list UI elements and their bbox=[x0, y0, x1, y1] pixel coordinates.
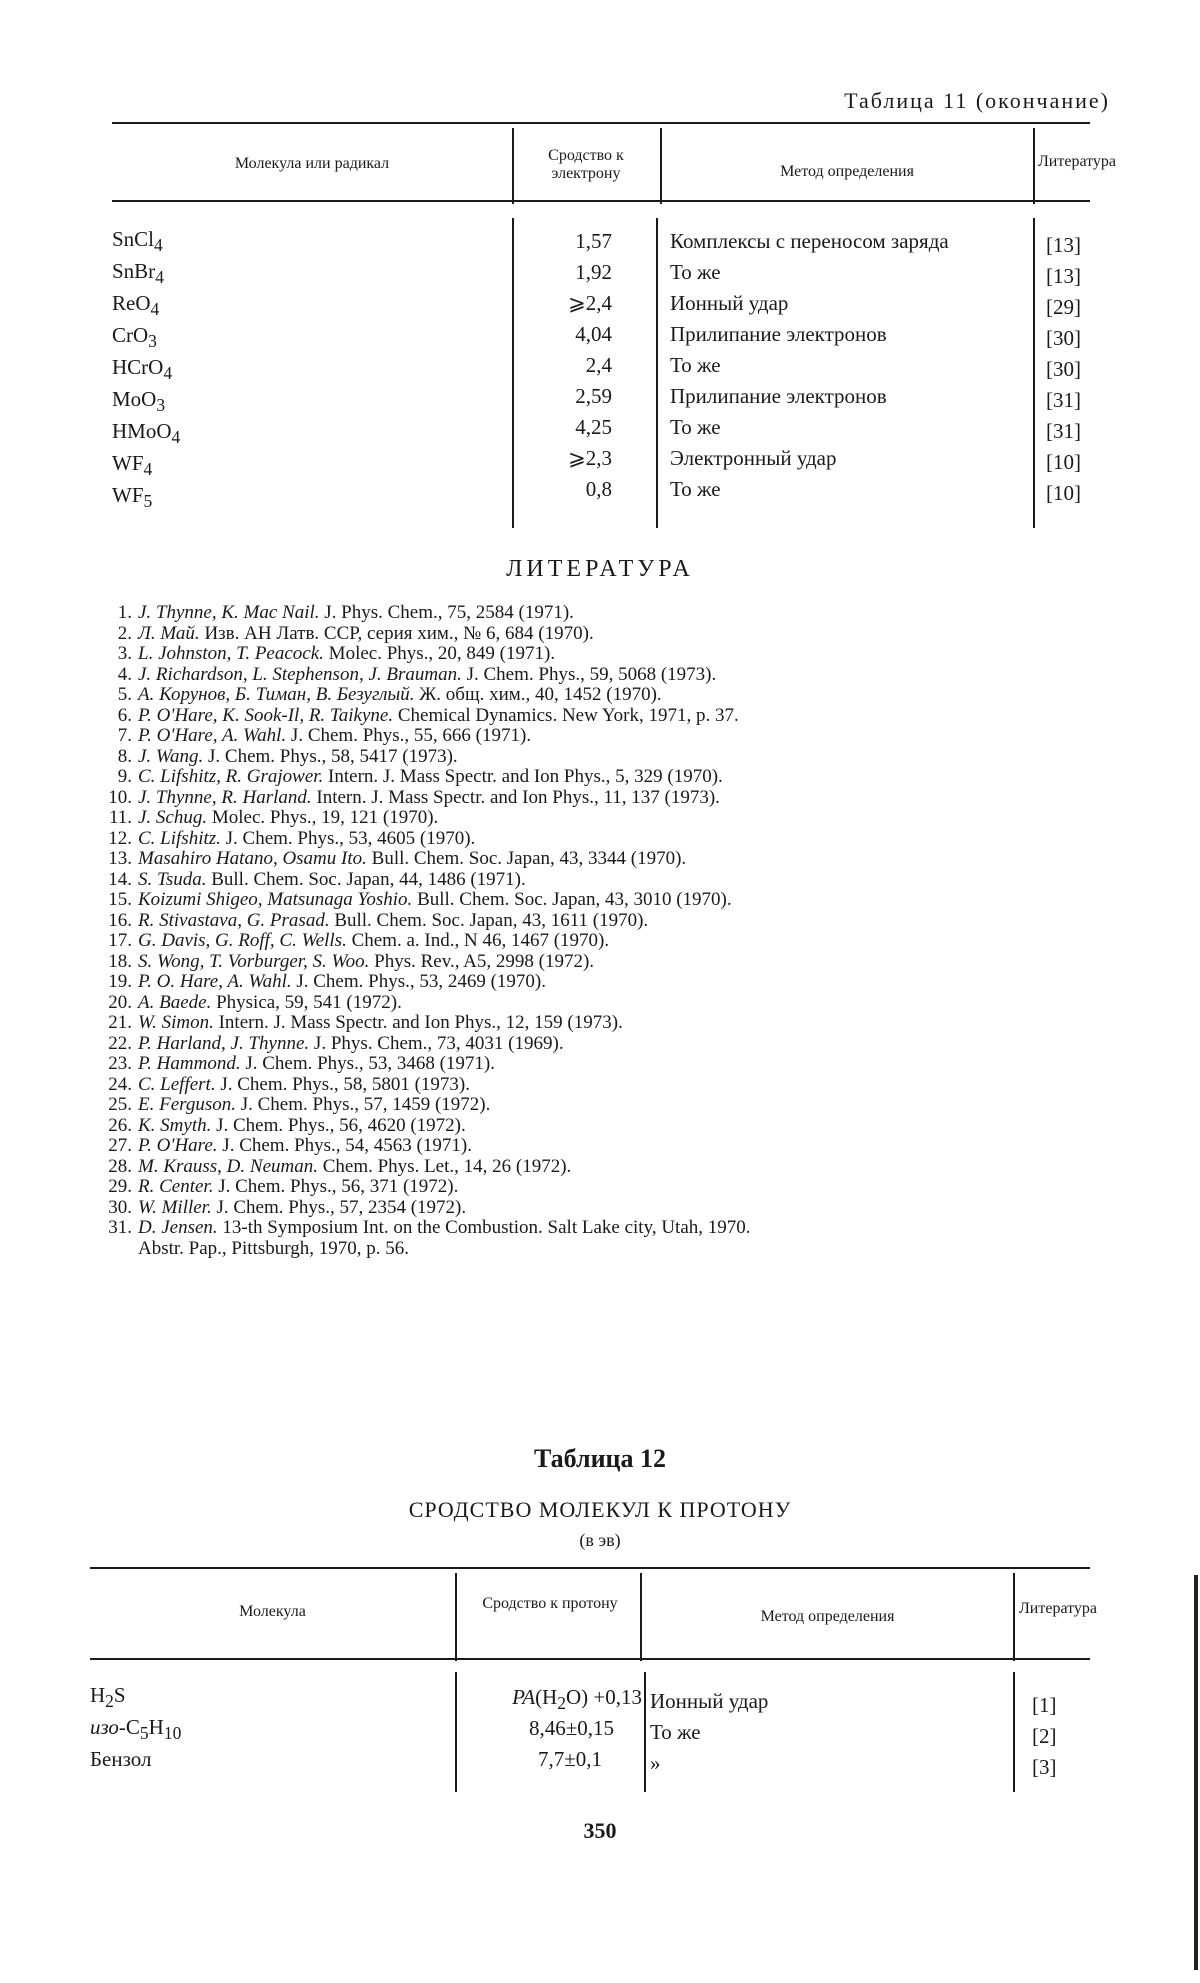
reference-authors: R. Stivastava, G. Prasad. bbox=[138, 909, 330, 931]
reference-continuation: Abstr. Pap., Pittsburgh, 1970, p. 56. bbox=[138, 1237, 409, 1259]
reference-number: 16. bbox=[108, 909, 132, 931]
reference-authors: P. O'Hare, A. Wahl. bbox=[138, 725, 287, 746]
table12-method-column bbox=[650, 1686, 768, 1779]
reference-source: J. Chem. Phys., 55, 666 (1971). bbox=[286, 725, 532, 746]
literature-title: ЛИТЕРАТУРА bbox=[506, 556, 694, 582]
reference-number: 12. bbox=[108, 827, 132, 849]
reference-item bbox=[90, 788, 1110, 809]
reference-source: J. Chem. Phys., 58, 5417 (1973). bbox=[203, 745, 458, 767]
reference-item bbox=[90, 890, 1110, 911]
reference-source: Chem. Phys. Let., 14, 26 (1972). bbox=[317, 1155, 572, 1177]
table11-body-sep-2 bbox=[656, 218, 658, 528]
reference-body bbox=[138, 603, 574, 624]
reference-authors: K. Smyth. bbox=[138, 1114, 212, 1136]
table12-top-rule bbox=[90, 1567, 1090, 1569]
method-text: То же bbox=[670, 477, 721, 501]
table12-ref-column bbox=[1032, 1690, 1057, 1783]
reference-source: J. Chem. Phys., 59, 5068 (1973). bbox=[461, 663, 717, 685]
molecule-wf4: $WF_4$ bbox=[112, 451, 153, 480]
reference-authors: W. Simon. bbox=[138, 1012, 214, 1033]
reference-body bbox=[138, 1177, 458, 1198]
table12-body-sep-3 bbox=[1013, 1672, 1015, 1792]
method-text: Электронный удар bbox=[670, 446, 837, 470]
reference-source: Изв. АН Латв. ССР, серия хим., № 6, 684 (1970). bbox=[199, 622, 594, 644]
reference-body bbox=[138, 829, 475, 850]
reference-authors: S. Tsuda. bbox=[138, 868, 207, 890]
table11-header-affinity: Сродство к электрону bbox=[548, 147, 624, 182]
reference-number: 1. bbox=[117, 602, 132, 623]
reference-source: Bull. Chem. Soc. Japan, 43, 3010 (1970). bbox=[412, 889, 732, 910]
method-text: То же bbox=[670, 415, 721, 439]
method-text: » bbox=[650, 1751, 661, 1775]
reference-item bbox=[90, 1218, 1110, 1239]
reference-source: Molec. Phys., 19, 121 (1970). bbox=[207, 807, 439, 828]
reference-authors: E. Ferguson. bbox=[138, 1094, 236, 1115]
reference-item bbox=[90, 1116, 1110, 1137]
reference-item bbox=[90, 1034, 1110, 1055]
table11-affinity-column bbox=[520, 226, 612, 505]
method-text: Прилипание электронов bbox=[670, 384, 887, 408]
reference-authors: S. Wong, T. Vorburger, S. Woo. bbox=[138, 950, 370, 972]
table12-header-literature: Литература bbox=[1018, 1600, 1098, 1617]
proton-affinity-value: $PA(H_2O) +0,13$ bbox=[512, 1685, 642, 1714]
reference-source: Intern. J. Mass Spectr. and Ion Phys., 11, 137 (1973). bbox=[311, 786, 720, 808]
reference-source: J. Phys. Chem., 75, 2584 (1971). bbox=[319, 602, 574, 623]
reference-source: Phys. Rev., A5, 2998 (1972). bbox=[369, 950, 595, 972]
reference-item bbox=[90, 726, 1110, 747]
ref-text: [13] bbox=[1046, 264, 1081, 288]
method-text: То же bbox=[650, 1720, 701, 1744]
reference-authors: P. O'Hare, K. Sook-Il, R. Taikyne. bbox=[138, 704, 394, 726]
molecule-h2s: $H_2S$ bbox=[90, 1683, 126, 1712]
reference-number: 10. bbox=[108, 786, 132, 808]
reference-authors: Koizumi Shigeo, Matsunaga Yoshio. bbox=[138, 889, 413, 910]
reference-item bbox=[90, 624, 1110, 645]
reference-source: J. Chem. Phys., 53, 3468 (1971). bbox=[240, 1053, 495, 1074]
reference-source: J. Chem. Phys., 56, 4620 (1972). bbox=[211, 1114, 466, 1136]
table11-header-molecule: Молекула или радикал bbox=[234, 155, 390, 172]
molecule-cro3: CrO$_3$ bbox=[112, 323, 157, 352]
reference-authors: M. Krauss, D. Neuman. bbox=[138, 1155, 318, 1177]
reference-item bbox=[90, 706, 1110, 727]
reference-authors: Л. Май. bbox=[138, 622, 200, 644]
table12-molecule-column bbox=[90, 1680, 181, 1776]
reference-source: J. Chem. Phys., 57, 2354 (1972). bbox=[211, 1196, 467, 1218]
reference-number: 27. bbox=[108, 1135, 132, 1156]
reference-authors: C. Leffert. bbox=[138, 1073, 216, 1095]
affinity-value: 1,57 bbox=[575, 229, 612, 253]
reference-source: J. Chem. Phys., 58, 5801 (1973). bbox=[215, 1073, 470, 1095]
table11-col-sep-1 bbox=[512, 128, 514, 204]
reference-number: 22. bbox=[108, 1032, 132, 1054]
table11-header-literature: Литература bbox=[1037, 153, 1117, 170]
reference-source: J. Chem. Phys., 54, 4563 (1971). bbox=[217, 1135, 472, 1156]
reference-item bbox=[90, 603, 1110, 624]
reference-item bbox=[90, 1177, 1110, 1198]
molecule-wf5: $WF_5$ bbox=[112, 483, 153, 512]
reference-body bbox=[138, 952, 594, 973]
reference-number: 18. bbox=[108, 950, 132, 972]
page-number: 350 bbox=[583, 1818, 617, 1843]
reference-authors: J. Thynne, K. Mac Nail. bbox=[138, 602, 320, 623]
reference-number: 30. bbox=[108, 1196, 132, 1218]
table12-subtitle: СРОДСТВО МОЛЕКУЛ К ПРОТОНУ bbox=[408, 1497, 792, 1522]
reference-authors: C. Lifshitz, R. Grajower. bbox=[138, 766, 324, 787]
reference-number: 4. bbox=[117, 663, 132, 685]
reference-source: J. Chem. Phys., 53, 2469 (1970). bbox=[291, 971, 547, 992]
reference-number: 28. bbox=[108, 1155, 132, 1177]
reference-number: 20. bbox=[108, 991, 132, 1013]
reference-item bbox=[90, 931, 1110, 952]
reference-number: 15. bbox=[108, 889, 132, 910]
table12-units: (в эв) bbox=[579, 1530, 621, 1550]
affinity-value: 4,25 bbox=[575, 415, 612, 439]
reference-body bbox=[138, 788, 720, 809]
reference-item bbox=[90, 911, 1110, 932]
reference-number: 21. bbox=[108, 1012, 132, 1033]
reference-number: 14. bbox=[108, 868, 132, 890]
table12-header-affinity: Сродство к протону bbox=[482, 1595, 618, 1612]
reference-item bbox=[90, 747, 1110, 768]
reference-number: 31. bbox=[108, 1217, 132, 1238]
reference-source: J. Phys. Chem., 73, 4031 (1969). bbox=[309, 1032, 564, 1054]
affinity-value: 4,04 bbox=[575, 322, 612, 346]
affinity-value: 0,8 bbox=[585, 477, 612, 501]
reference-source: J. Chem. Phys., 56, 371 (1972). bbox=[213, 1176, 459, 1197]
reference-list bbox=[90, 603, 1110, 1259]
reference-source: Chemical Dynamics. New York, 1971, p. 37. bbox=[393, 704, 739, 726]
reference-body bbox=[138, 1157, 571, 1178]
affinity-value: 2,4 bbox=[585, 353, 612, 377]
reference-item bbox=[90, 808, 1110, 829]
molecule-snbr4: SnBr$_4$ bbox=[112, 259, 164, 288]
table12-title: Таблица 12 bbox=[533, 1444, 667, 1473]
table11-col-sep-3 bbox=[1033, 128, 1035, 204]
reference-body bbox=[138, 1013, 623, 1034]
proton-affinity-value: 7,7±0,1 bbox=[537, 1747, 602, 1771]
molecule-reo4: ReO$_4$ bbox=[112, 291, 160, 320]
reference-body bbox=[138, 767, 723, 788]
reference-body bbox=[138, 911, 648, 932]
reference-body bbox=[138, 1054, 495, 1075]
reference-authors: P. Harland, J. Thynne. bbox=[138, 1032, 310, 1054]
reference-authors: А. Корунов, Б. Тиман, В. Безуглый. bbox=[138, 684, 415, 705]
proton-affinity-value: 8,46±0,15 bbox=[528, 1716, 614, 1740]
ref-text: [31] bbox=[1046, 388, 1081, 412]
reference-body bbox=[138, 1034, 564, 1055]
ref-text: [2] bbox=[1032, 1724, 1057, 1748]
ref-text: [3] bbox=[1032, 1755, 1057, 1779]
reference-number: 19. bbox=[108, 971, 132, 992]
reference-body bbox=[138, 685, 662, 706]
table11-ref-column bbox=[1046, 230, 1081, 509]
table11-body-sep-1 bbox=[512, 218, 514, 528]
reference-body bbox=[138, 972, 546, 993]
reference-number: 6. bbox=[117, 704, 132, 726]
reference-number: 3. bbox=[117, 643, 132, 664]
table11-header-rule bbox=[112, 200, 1090, 202]
reference-authors: P. O. Hare, A. Wahl. bbox=[138, 971, 292, 992]
reference-item bbox=[90, 1013, 1110, 1034]
reference-body bbox=[138, 890, 732, 911]
reference-body bbox=[138, 1075, 470, 1096]
reference-authors: D. Jensen. bbox=[138, 1217, 218, 1238]
molecule-benzene: Бензол bbox=[90, 1747, 152, 1771]
reference-item bbox=[90, 1075, 1110, 1096]
reference-body bbox=[138, 706, 739, 727]
ref-text: [31] bbox=[1046, 419, 1081, 443]
reference-item bbox=[90, 1054, 1110, 1075]
reference-item bbox=[90, 870, 1110, 891]
reference-number: 29. bbox=[108, 1176, 132, 1197]
reference-authors: R. Center. bbox=[138, 1176, 214, 1197]
table12-col-sep-2 bbox=[640, 1573, 642, 1661]
reference-authors: W. Miller. bbox=[138, 1196, 212, 1218]
reference-item bbox=[90, 665, 1110, 686]
reference-number: 9. bbox=[117, 766, 132, 787]
molecule-moo3: MoO$_3$ bbox=[112, 387, 166, 416]
reference-item bbox=[90, 685, 1110, 706]
reference-number: 17. bbox=[108, 930, 132, 951]
reference-source: J. Chem. Phys., 53, 4605 (1970). bbox=[220, 827, 476, 849]
method-text: То же bbox=[670, 260, 721, 284]
reference-source: Intern. J. Mass Spectr. and Ion Phys., 5, 329 (1970). bbox=[323, 766, 723, 787]
method-text: То же bbox=[670, 353, 721, 377]
method-text: Комплексы с переносом заряда bbox=[670, 229, 949, 253]
table12-col-sep-3 bbox=[1013, 1573, 1015, 1661]
ref-text: [1] bbox=[1032, 1693, 1057, 1717]
reference-number: 7. bbox=[117, 725, 132, 746]
reference-source: J. Chem. Phys., 57, 1459 (1972). bbox=[235, 1094, 491, 1115]
reference-body bbox=[138, 808, 438, 829]
table11-caption: Таблица 11 (окончание) bbox=[844, 88, 1110, 113]
table12-col-sep-1 bbox=[455, 1573, 457, 1661]
reference-number: 13. bbox=[108, 848, 132, 869]
table12-header-rule bbox=[90, 1658, 1090, 1660]
reference-item bbox=[90, 849, 1110, 870]
reference-body bbox=[138, 870, 526, 891]
table12-header-molecule: Молекула bbox=[239, 1603, 306, 1620]
reference-body bbox=[138, 624, 594, 645]
reference-authors: A. Baede. bbox=[138, 991, 212, 1013]
scan-edge-mark bbox=[1194, 1575, 1198, 1970]
reference-item bbox=[90, 1136, 1110, 1157]
reference-authors: P. Hammond. bbox=[138, 1053, 241, 1074]
reference-number: 26. bbox=[108, 1114, 132, 1136]
table11-top-rule bbox=[112, 122, 1090, 124]
reference-body bbox=[138, 1116, 466, 1137]
reference-body bbox=[138, 1218, 751, 1239]
reference-authors: J. Thynne, R. Harland. bbox=[138, 786, 312, 808]
affinity-value: ⩾2,4 bbox=[568, 291, 612, 315]
reference-source: 13-th Symposium Int. on the Combustion. Salt Lake city, Utah, 1970. bbox=[217, 1217, 751, 1238]
ref-text: [10] bbox=[1046, 481, 1081, 505]
reference-source: Molec. Phys., 20, 849 (1971). bbox=[323, 643, 556, 664]
table11-header-method: Метод определения bbox=[780, 163, 914, 180]
ref-text: [13] bbox=[1046, 233, 1081, 257]
reference-body bbox=[138, 665, 716, 686]
table11-molecule-column bbox=[112, 224, 180, 512]
method-text: Ионный удар bbox=[650, 1689, 769, 1713]
reference-body bbox=[138, 931, 609, 952]
reference-number: 23. bbox=[108, 1053, 132, 1074]
ref-text: [30] bbox=[1046, 326, 1081, 350]
reference-source: Intern. J. Mass Spectr. and Ion Phys., 12, 159 (1973). bbox=[213, 1012, 623, 1033]
reference-body bbox=[138, 1136, 472, 1157]
reference-number: 24. bbox=[108, 1073, 132, 1095]
reference-source: Physica, 59, 541 (1972). bbox=[211, 991, 402, 1013]
reference-authors: P. O'Hare. bbox=[138, 1135, 218, 1156]
ref-text: [29] bbox=[1046, 295, 1081, 319]
reference-number: 5. bbox=[117, 684, 132, 705]
reference-item bbox=[90, 972, 1110, 993]
reference-source: Bull. Chem. Soc. Japan, 43, 1611 (1970). bbox=[329, 909, 649, 931]
reference-body bbox=[138, 1198, 466, 1219]
table11-method-column bbox=[670, 226, 949, 505]
reference-source: Chem. a. Ind., N 46, 1467 (1970). bbox=[346, 930, 610, 951]
method-text: Прилипание электронов bbox=[670, 322, 887, 346]
reference-number: 25. bbox=[108, 1094, 132, 1115]
reference-item bbox=[90, 644, 1110, 665]
reference-item bbox=[90, 1095, 1110, 1116]
reference-body bbox=[138, 1095, 490, 1116]
reference-authors: Masahiro Hatano, Osamu Ito. bbox=[138, 848, 367, 869]
ref-text: [30] bbox=[1046, 357, 1081, 381]
reference-body bbox=[138, 644, 555, 665]
reference-item bbox=[90, 767, 1110, 788]
reference-source: Bull. Chem. Soc. Japan, 43, 3344 (1970). bbox=[366, 848, 687, 869]
reference-body bbox=[138, 726, 531, 747]
reference-body bbox=[138, 747, 458, 768]
table12-affinity-column bbox=[455, 1682, 642, 1775]
reference-number: 11. bbox=[108, 807, 132, 828]
affinity-value: ⩾2,3 bbox=[568, 446, 612, 470]
table12-header-method: Метод определения bbox=[760, 1608, 895, 1625]
reference-authors: L. Johnston, T. Peacock. bbox=[138, 643, 324, 664]
reference-item bbox=[90, 993, 1110, 1014]
molecule-sncl4: SnCl$_4$ bbox=[112, 227, 163, 256]
molecule-hmoo4: HMoO$_4$ bbox=[112, 419, 181, 448]
reference-authors: J. Richardson, L. Stephenson, J. Brauman. bbox=[138, 663, 462, 685]
ref-text: [10] bbox=[1046, 450, 1081, 474]
reference-number: 2. bbox=[117, 622, 132, 644]
method-text: Ионный удар bbox=[670, 291, 789, 315]
reference-source: Ж. общ. хим., 40, 1452 (1970). bbox=[414, 684, 662, 705]
table11-body-sep-3 bbox=[1033, 218, 1035, 528]
reference-body bbox=[138, 993, 402, 1014]
reference-authors: G. Davis, G. Roff, C. Wells. bbox=[138, 930, 347, 951]
reference-source: Bull. Chem. Soc. Japan, 44, 1486 (1971). bbox=[206, 868, 526, 890]
reference-authors: J. Wang. bbox=[138, 745, 204, 767]
affinity-value: 2,59 bbox=[575, 384, 612, 408]
reference-authors: C. Lifshitz. bbox=[138, 827, 221, 849]
reference-item bbox=[90, 1157, 1110, 1178]
reference-item bbox=[90, 1198, 1110, 1219]
affinity-value: 1,92 bbox=[575, 260, 612, 284]
reference-authors: J. Schug. bbox=[138, 807, 208, 828]
reference-item bbox=[90, 952, 1110, 973]
reference-number: 8. bbox=[117, 745, 132, 767]
reference-item bbox=[90, 829, 1110, 850]
table12-body-sep-2 bbox=[644, 1672, 646, 1792]
reference-body bbox=[138, 849, 686, 870]
molecule-hcro4: HCrO$_4$ bbox=[112, 355, 173, 384]
molecule-iso-c5h10: изо-$C_5H_{10}$ bbox=[90, 1715, 182, 1744]
